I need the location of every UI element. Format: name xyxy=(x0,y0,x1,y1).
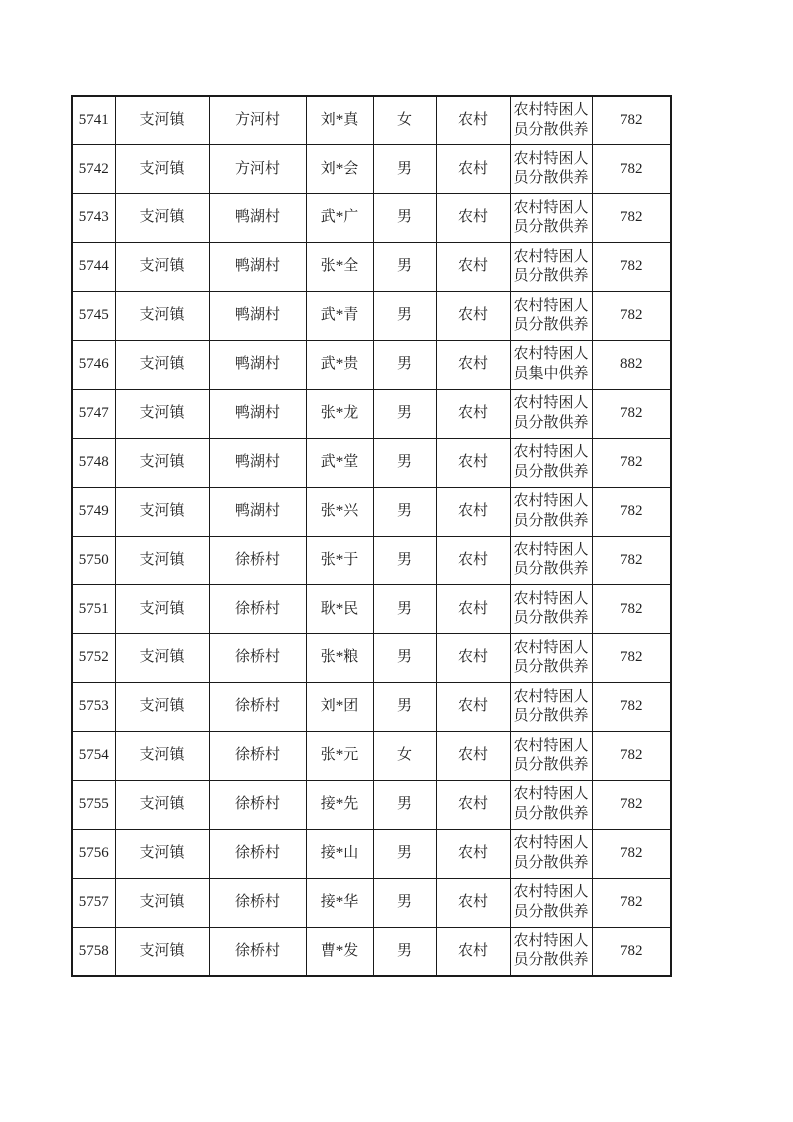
cell-name: 刘*会 xyxy=(306,145,373,194)
cell-town: 支河镇 xyxy=(115,683,209,732)
cell-village: 鸭湖村 xyxy=(209,243,306,292)
cell-name: 曹*发 xyxy=(306,927,373,976)
cell-name: 武*青 xyxy=(306,292,373,341)
cell-area-type: 农村 xyxy=(436,927,510,976)
cell-serial-number: 5742 xyxy=(72,145,115,194)
cell-gender: 男 xyxy=(373,438,436,487)
cell-amount: 782 xyxy=(592,829,671,878)
cell-name: 张*兴 xyxy=(306,487,373,536)
table-body xyxy=(72,96,671,976)
cell-name: 张*全 xyxy=(306,243,373,292)
cell-amount: 782 xyxy=(592,194,671,243)
cell-serial-number: 5753 xyxy=(72,683,115,732)
cell-support-category: 农村特困人员分散供养 xyxy=(510,243,592,292)
cell-gender: 男 xyxy=(373,829,436,878)
cell-serial-number: 5754 xyxy=(72,732,115,781)
cell-gender: 男 xyxy=(373,927,436,976)
cell-serial-number: 5741 xyxy=(72,96,115,145)
table-row xyxy=(72,243,671,292)
cell-village: 徐桥村 xyxy=(209,683,306,732)
cell-gender: 男 xyxy=(373,243,436,292)
cell-area-type: 农村 xyxy=(436,634,510,683)
cell-serial-number: 5751 xyxy=(72,585,115,634)
cell-area-type: 农村 xyxy=(436,829,510,878)
cell-name: 张*粮 xyxy=(306,634,373,683)
cell-area-type: 农村 xyxy=(436,683,510,732)
cell-area-type: 农村 xyxy=(436,732,510,781)
table-row xyxy=(72,927,671,976)
cell-amount: 782 xyxy=(592,145,671,194)
cell-support-category: 农村特困人员分散供养 xyxy=(510,927,592,976)
cell-amount: 782 xyxy=(592,292,671,341)
cell-gender: 女 xyxy=(373,732,436,781)
cell-support-category: 农村特困人员分散供养 xyxy=(510,683,592,732)
cell-gender: 男 xyxy=(373,194,436,243)
cell-town: 支河镇 xyxy=(115,927,209,976)
cell-name: 张*于 xyxy=(306,536,373,585)
cell-village: 徐桥村 xyxy=(209,634,306,683)
cell-gender: 男 xyxy=(373,389,436,438)
cell-village: 鸭湖村 xyxy=(209,194,306,243)
cell-area-type: 农村 xyxy=(436,536,510,585)
cell-gender: 男 xyxy=(373,292,436,341)
table-row xyxy=(72,194,671,243)
cell-support-category: 农村特困人员分散供养 xyxy=(510,145,592,194)
table-row xyxy=(72,732,671,781)
cell-serial-number: 5756 xyxy=(72,829,115,878)
cell-gender: 女 xyxy=(373,96,436,145)
cell-gender: 男 xyxy=(373,585,436,634)
cell-name: 接*先 xyxy=(306,780,373,829)
cell-area-type: 农村 xyxy=(436,340,510,389)
table-row xyxy=(72,145,671,194)
cell-town: 支河镇 xyxy=(115,780,209,829)
cell-amount: 782 xyxy=(592,536,671,585)
cell-village: 徐桥村 xyxy=(209,927,306,976)
cell-gender: 男 xyxy=(373,340,436,389)
cell-amount: 782 xyxy=(592,96,671,145)
cell-amount: 782 xyxy=(592,732,671,781)
cell-serial-number: 5747 xyxy=(72,389,115,438)
cell-village: 鸭湖村 xyxy=(209,292,306,341)
cell-gender: 男 xyxy=(373,487,436,536)
cell-serial-number: 5755 xyxy=(72,780,115,829)
cell-support-category: 农村特困人员分散供养 xyxy=(510,389,592,438)
cell-name: 武*贵 xyxy=(306,340,373,389)
cell-area-type: 农村 xyxy=(436,585,510,634)
cell-area-type: 农村 xyxy=(436,487,510,536)
cell-village: 徐桥村 xyxy=(209,585,306,634)
cell-serial-number: 5752 xyxy=(72,634,115,683)
cell-serial-number: 5749 xyxy=(72,487,115,536)
cell-town: 支河镇 xyxy=(115,340,209,389)
table-row xyxy=(72,340,671,389)
cell-support-category: 农村特困人员分散供养 xyxy=(510,829,592,878)
cell-amount: 782 xyxy=(592,243,671,292)
cell-name: 刘*团 xyxy=(306,683,373,732)
cell-support-category: 农村特困人员分散供养 xyxy=(510,292,592,341)
cell-town: 支河镇 xyxy=(115,145,209,194)
table-row xyxy=(72,634,671,683)
cell-gender: 男 xyxy=(373,145,436,194)
cell-support-category: 农村特困人员分散供养 xyxy=(510,536,592,585)
table-row xyxy=(72,487,671,536)
cell-amount: 782 xyxy=(592,487,671,536)
table-row xyxy=(72,536,671,585)
cell-area-type: 农村 xyxy=(436,145,510,194)
cell-area-type: 农村 xyxy=(436,438,510,487)
cell-village: 鸭湖村 xyxy=(209,340,306,389)
cell-village: 鸭湖村 xyxy=(209,438,306,487)
cell-serial-number: 5743 xyxy=(72,194,115,243)
cell-support-category: 农村特困人员分散供养 xyxy=(510,878,592,927)
cell-village: 徐桥村 xyxy=(209,536,306,585)
cell-serial-number: 5757 xyxy=(72,878,115,927)
cell-village: 鸭湖村 xyxy=(209,389,306,438)
cell-town: 支河镇 xyxy=(115,732,209,781)
cell-amount: 782 xyxy=(592,389,671,438)
cell-town: 支河镇 xyxy=(115,487,209,536)
cell-village: 徐桥村 xyxy=(209,732,306,781)
cell-amount: 782 xyxy=(592,780,671,829)
table-row xyxy=(72,389,671,438)
table-row xyxy=(72,878,671,927)
cell-town: 支河镇 xyxy=(115,536,209,585)
cell-town: 支河镇 xyxy=(115,194,209,243)
cell-name: 张*龙 xyxy=(306,389,373,438)
cell-serial-number: 5745 xyxy=(72,292,115,341)
cell-area-type: 农村 xyxy=(436,780,510,829)
cell-support-category: 农村特困人员分散供养 xyxy=(510,194,592,243)
table-row xyxy=(72,585,671,634)
cell-town: 支河镇 xyxy=(115,292,209,341)
cell-town: 支河镇 xyxy=(115,585,209,634)
cell-area-type: 农村 xyxy=(436,96,510,145)
cell-support-category: 农村特困人员分散供养 xyxy=(510,634,592,683)
cell-serial-number: 5758 xyxy=(72,927,115,976)
cell-name: 张*元 xyxy=(306,732,373,781)
cell-gender: 男 xyxy=(373,634,436,683)
table-row xyxy=(72,292,671,341)
cell-village: 方河村 xyxy=(209,145,306,194)
table-row xyxy=(72,96,671,145)
cell-name: 接*山 xyxy=(306,829,373,878)
cell-name: 耿*民 xyxy=(306,585,373,634)
cell-serial-number: 5746 xyxy=(72,340,115,389)
cell-serial-number: 5744 xyxy=(72,243,115,292)
cell-amount: 782 xyxy=(592,585,671,634)
cell-gender: 男 xyxy=(373,878,436,927)
cell-area-type: 农村 xyxy=(436,389,510,438)
cell-name: 刘*真 xyxy=(306,96,373,145)
cell-amount: 782 xyxy=(592,683,671,732)
cell-gender: 男 xyxy=(373,536,436,585)
cell-town: 支河镇 xyxy=(115,96,209,145)
cell-town: 支河镇 xyxy=(115,634,209,683)
cell-village: 徐桥村 xyxy=(209,829,306,878)
cell-support-category: 农村特困人员分散供养 xyxy=(510,732,592,781)
cell-village: 鸭湖村 xyxy=(209,487,306,536)
table-row xyxy=(72,780,671,829)
cell-gender: 男 xyxy=(373,780,436,829)
cell-amount: 782 xyxy=(592,438,671,487)
cell-gender: 男 xyxy=(373,683,436,732)
cell-town: 支河镇 xyxy=(115,829,209,878)
cell-name: 接*华 xyxy=(306,878,373,927)
cell-amount: 782 xyxy=(592,878,671,927)
cell-area-type: 农村 xyxy=(436,878,510,927)
cell-name: 武*堂 xyxy=(306,438,373,487)
cell-support-category: 农村特困人员分散供养 xyxy=(510,780,592,829)
cell-amount: 782 xyxy=(592,927,671,976)
cell-amount: 782 xyxy=(592,634,671,683)
table-row xyxy=(72,438,671,487)
cell-village: 方河村 xyxy=(209,96,306,145)
cell-serial-number: 5748 xyxy=(72,438,115,487)
table-row xyxy=(72,829,671,878)
cell-village: 徐桥村 xyxy=(209,780,306,829)
table-row xyxy=(72,683,671,732)
cell-area-type: 农村 xyxy=(436,243,510,292)
cell-support-category: 农村特困人员分散供养 xyxy=(510,585,592,634)
cell-area-type: 农村 xyxy=(436,292,510,341)
cell-serial-number: 5750 xyxy=(72,536,115,585)
cell-village: 徐桥村 xyxy=(209,878,306,927)
cell-support-category: 农村特困人员集中供养 xyxy=(510,340,592,389)
cell-town: 支河镇 xyxy=(115,389,209,438)
cell-name: 武*广 xyxy=(306,194,373,243)
cell-town: 支河镇 xyxy=(115,878,209,927)
cell-support-category: 农村特困人员分散供养 xyxy=(510,487,592,536)
cell-town: 支河镇 xyxy=(115,438,209,487)
cell-amount: 882 xyxy=(592,340,671,389)
cell-town: 支河镇 xyxy=(115,243,209,292)
cell-support-category: 农村特困人员分散供养 xyxy=(510,96,592,145)
welfare-roster-table xyxy=(71,95,672,977)
cell-area-type: 农村 xyxy=(436,194,510,243)
cell-support-category: 农村特困人员分散供养 xyxy=(510,438,592,487)
